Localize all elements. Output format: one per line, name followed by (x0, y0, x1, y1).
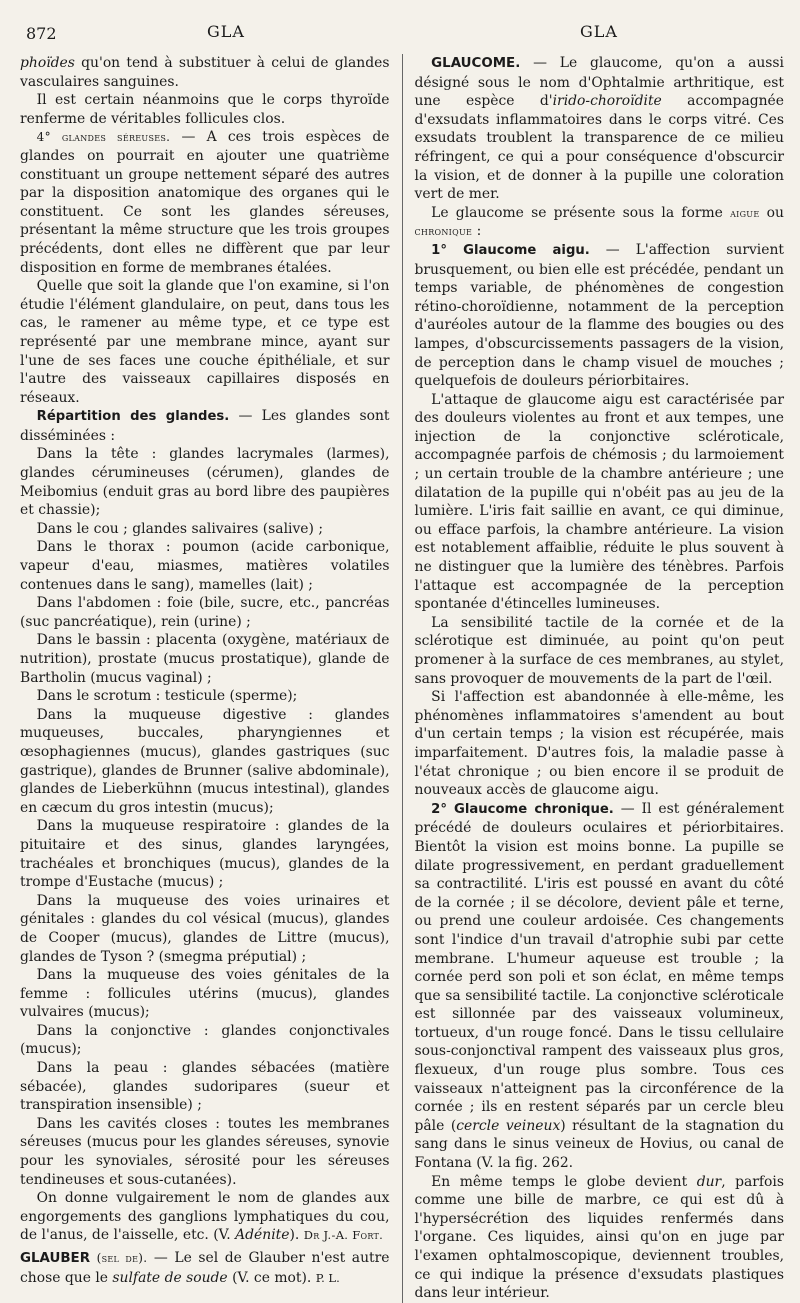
paragraph-text: — Il est généralement précédé de douleurs oculaires et périorbitaires. Bientôt la vision est moins bonne. La pupille se dilate progressivement, en perdant graduellement sa contractilité. L'iris est poussé en avant du côté de la cornée ; il se décolore, devient pâle et terne, ou prend une couleur ardoisée. Ces changements sont l'indice d'un travail d'atrophie subi par cette membrane. L'humeur aqueuse est trouble ; la cornée perd son poli et son éclat, en même temps que sa sensibilité tactile. La conjonctive scléroticale est sillonnée par des vaisseaux volumineux, tortueux, d'un rouge foncé. Dans le tissu cellulaire sous-conjonctival rampent des vaisseaux plus gros, flexueux, d'un rouge plus sombre. Tous ces vaisseaux n'atteignent pas la circonférence de la cornée ; ils en restent séparés par un cercle bleu pâle ( (414, 800, 785, 1134)
paragraph (415, 241, 785, 391)
paragraph-text: (V. ce mot). (227, 1269, 312, 1286)
paragraph (415, 204, 785, 241)
paragraph-text: ). (289, 1227, 300, 1244)
entry-headword: GLAUCOME. (431, 56, 521, 71)
entry-glaucome (415, 54, 785, 204)
italic-term: cercle veineux (456, 1117, 561, 1134)
paragraph (415, 1173, 785, 1303)
paragraph (415, 800, 785, 1173)
running-head (20, 20, 784, 54)
list-item: Dans la peau : glandes sébacées (matière sébacée), glandes sudoripares (sueur et transpiration insensible) ; (20, 1060, 390, 1114)
list-item: Dans le cou ; glandes salivaires (salive) ; (36, 520, 324, 537)
paragraph-text: accompagnée d'exsudats inflammatoires dans le corps vitré. Ces exsudats troublent la transparence de ce milieu réfringent, ce qui a pour conséquence d'obscurcir la vision, et de donner à la pupille une coloration vert de mer. (414, 93, 784, 203)
section-heading: 1° Glaucome aigu. (431, 242, 590, 258)
list-item: Dans le scrotum : testicule (sperme); (36, 688, 298, 705)
two-column-body (20, 54, 784, 1303)
paragraph: La sensibilité tactile de la cornée et de la sclérotique est diminuée, au point qu'on peut promener à la surface de ces membranes, au stylet, sans provoquer de mouvements de la part de l'œil. (414, 614, 784, 687)
paragraph-text: — L'affection survient brusquement, ou bien elle est précédée, pendant un temps variable, de phénomènes de congestion rétino-choroïdienne, notamment de la perception d'auréoles autour de la flamme des bougies ou des lampes, d'obscurcissements passagers de la vision, de perception dans le champ visuel de mouches ; quelquefois de douleurs périorbitaires. (414, 241, 784, 390)
section-lead: 4° glandes séreuses. (36, 130, 171, 145)
paragraph: Il est certain néanmoins que le corps thyroïde renferme de véritables follicules clos. (20, 92, 390, 127)
section-heading: Répartition des glandes. (36, 409, 230, 425)
paragraph-text: — A ces trois espèces de glandes on pourrait en ajouter une quatrième constituant un groupe nettement séparé des autres par la disposition anatomique des organes qui le constituent. Ce sont les glandes séreuses, présentant la même structure que les trois groupes précédents, dont elles ne diffèrent que par leur disposition en forme de membranes étalées. (20, 129, 390, 276)
paragraph-text: On donne vulgairement le nom de glandes aux engorgements des ganglions lymphatiques du cou, de l'anus, de l'aisselle, etc. (V. (20, 1190, 390, 1244)
list-item: Dans le bassin : placenta (oxygène, matériaux de nutrition), prostate (mucus prostatique), glande de Bartholin (mucus vaginal) ; (20, 632, 390, 686)
section-heading: 2° Glaucome chronique. (431, 801, 614, 817)
paragraph-text: — Les glandes sont disséminées : (20, 408, 390, 444)
list-item: Dans la muqueuse des voies génitales de la femme : follicules utérins (mucus), glandes vulvaires (mucus); (20, 967, 390, 1021)
list-item: Dans la conjonctive : glandes conjonctivales (mucus); (20, 1022, 390, 1058)
paragraph-text: ou (759, 204, 784, 221)
entry-qualifier: (sel de). (96, 1251, 148, 1265)
entry-glauber (20, 1249, 390, 1287)
left-column (20, 54, 390, 1287)
list-item: Dans l'abdomen : foie (bile, sucre, etc., pancréas (suc pancréatique), rein (urine) ; (20, 595, 390, 630)
paragraph: Quelle que soit la glande que l'on examine, si l'on étudie l'élément glandulaire, on peut, dans tous les cas, le ramener au même type, et ce type est représenté par une membrane mince, ayant sur l'une de ses faces une couche épithéliale, et sur l'autre des vaisseaux capillaires disposés en réseaux. (20, 278, 390, 406)
italic-word: phoïdes (20, 55, 75, 71)
italic-term: irido-choroïdite (552, 93, 662, 110)
list-item: Dans la muqueuse digestive : glandes muqueuses, buccales, pharyngiennes et œsophagiennes (mucus), glandes gastriques (suc gastrique), glandes de Brunner (salive abdominale), glandes de Lieberkühnn (mucus intestinal), glandes en cæcum du gros intestin (mucus); (20, 706, 390, 816)
italic-term: dur (696, 1173, 722, 1190)
paragraph-text: : (472, 223, 482, 240)
italic-ref: sulfate de soude (112, 1269, 228, 1286)
list-item: Dans le thorax : poumon (acide carbonique, vapeur d'eau, miasmes, matières volatiles contenues dans le sang), mamelles (lait) ; (20, 539, 390, 593)
list-item: Dans la muqueuse respiratoire : glandes de la pituitaire et des sinus, glandes laryngées, trachéales et bronchiques (mucus), glandes de la trompe d'Eustache (mucus) ; (20, 818, 390, 891)
paragraph: Si l'affection est abandonnée à elle-même, les phénomènes inflammatoires s'amendent au bout d'un certain temps ; la vision est récupérée, mais imparfaitement. D'autres fois, la maladie passe à l'état chronique ; ou bien encore il se produit de nouveaux accès de glaucome aigu. (414, 689, 784, 799)
paragraph-text: — Le glaucome, qu'on a aussi désigné sous le nom d'Ophtalmie arthritique, est une espèce d' (414, 55, 784, 110)
page-number: 872 (26, 24, 57, 43)
paragraph (20, 407, 390, 445)
left-running-head: GLA (207, 22, 245, 41)
paragraph (20, 54, 390, 91)
form-label: aigue (730, 205, 760, 220)
paragraph-text: — Le sel de Glauber n'est autre chose que le (20, 1250, 390, 1286)
paragraph-text: En même temps le globe devient (431, 1173, 697, 1190)
list-item: Dans la tête : glandes lacrymales (larmes), glandes cérumineuses (cérumen), glandes de Meibomius (enduit gras au bord libre des paupières et chassie); (20, 446, 390, 519)
paragraph-text: qu'on tend à substituer à celui de glandes vasculaires sanguines. (20, 55, 390, 90)
paragraph (20, 128, 390, 277)
paragraph-text: , parfois comme une bille de marbre, ce qui est dû à l'hypersécrétion des liquides renfermés dans l'organe. Ces liquides, ainsi qu'on en juge par l'examen ophtalmoscopique, deviennent troubles, ce qui indique la présence d'exsudats plastiques dans leur intérieur. (414, 1173, 784, 1302)
entry-headword: GLAUBER (20, 1251, 91, 1266)
list-item: Dans les cavités closes : toutes les membranes séreuses (mucus pour les glandes séreuses, synovie pour les synoviales, sérosité pour les séreuses tendineuses et sous-cutanées). (20, 1115, 390, 1188)
paragraph-text: Le glaucome se présente sous la forme (431, 204, 731, 221)
italic-ref: Adénite (235, 1227, 290, 1244)
author-signature: P. L. (315, 1270, 340, 1285)
right-running-head: GLA (580, 22, 618, 41)
paragraph: L'attaque de glaucome aigu est caractérisée par des douleurs violentes au front et aux tempes, une injection de la conjonctive scléroticale, accompagnée parfois de chémosis ; du larmoiement ; un certain trouble de la chambre antérieure ; une dilatation de la pupille qui n'obéit pas au jeu de la lumière. L'iris fait saillie en avant, ce qui diminue, ou efface parfois, la chambre antérieure. La vision est notablement affaiblie, réduite le plus souvent à ne distinguer que la lumière des ténèbres. Parfois l'attaque est accompagnée de la perception spontanée d'étincelles lumineuses. (414, 391, 784, 613)
form-label: chronique (414, 224, 473, 239)
author-signature: Dr J.-A. Fort. (303, 1228, 384, 1243)
paragraph (20, 1189, 390, 1245)
right-column (402, 54, 785, 1303)
list-item: Dans la muqueuse des voies urinaires et génitales : glandes du col vésical (mucus), glandes de Cooper (mucus), glandes de Littre (mucus), glandes de Tyson ? (smegma préputial) ; (20, 892, 390, 965)
paragraph-text: ) résultant de la stagnation du sang dans le sinus veineux de Hovius, ou canal de Fontana (V. la fig. 262. (414, 1117, 785, 1172)
